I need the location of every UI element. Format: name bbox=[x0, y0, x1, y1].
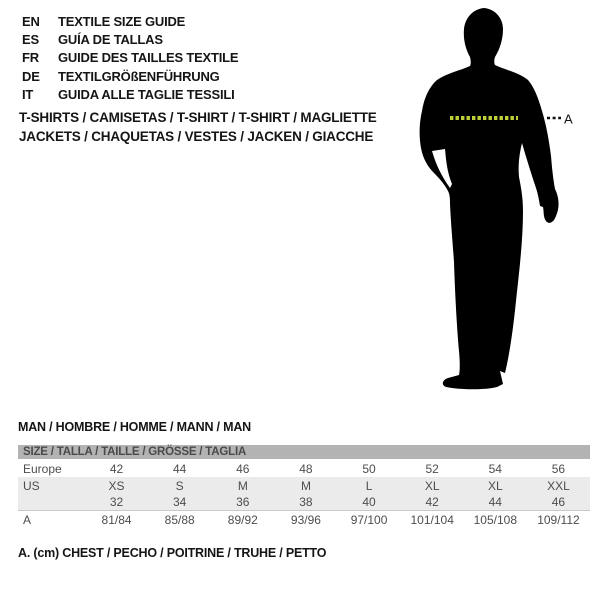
man-silhouette bbox=[420, 8, 559, 389]
size-table-header: SIZE / TALLA / TAILLE / GRÖSSE / TAGLIA bbox=[18, 445, 590, 459]
table-cell: 85/88 bbox=[164, 512, 195, 527]
table-cell: 32 bbox=[109, 495, 124, 509]
footnote-chest-measure: A. (cm) CHEST / PECHO / POITRINE / TRUHE / PETTO bbox=[18, 546, 327, 560]
table-cell: 89/92 bbox=[227, 512, 258, 527]
lang-row-en bbox=[22, 12, 238, 30]
table-cell: 109/112 bbox=[537, 512, 580, 527]
row-label: A bbox=[23, 512, 32, 527]
table-cell: 97/100 bbox=[350, 512, 388, 527]
lang-code: EN bbox=[22, 13, 40, 29]
lang-row-de bbox=[22, 67, 238, 85]
table-cell: 40 bbox=[362, 495, 376, 509]
lang-code: IT bbox=[22, 87, 34, 103]
lang-label: GUÍA DE TALLAS bbox=[58, 32, 163, 48]
table-cell: XXL bbox=[547, 478, 570, 493]
lang-label: TEXTILE SIZE GUIDE bbox=[58, 13, 186, 29]
lang-label: GUIDA ALLE TAGLIE TESSILI bbox=[58, 87, 235, 103]
categories-line-jackets: JACKETS / CHAQUETAS / VESTES / JACKEN / GIACCHE bbox=[19, 129, 374, 144]
table-cell: 46 bbox=[551, 495, 566, 509]
table-cell: 44 bbox=[488, 495, 502, 509]
table-cell: M bbox=[300, 478, 311, 493]
table-cell: 38 bbox=[299, 495, 313, 509]
table-cell: 48 bbox=[299, 461, 313, 476]
garment-categories bbox=[19, 108, 377, 146]
table-cell: 93/96 bbox=[290, 512, 321, 527]
table-cell: 52 bbox=[425, 461, 439, 476]
row-label: Europe bbox=[23, 461, 62, 476]
table-cell: 36 bbox=[236, 495, 250, 509]
table-cell: XL bbox=[487, 478, 503, 493]
lang-row-it bbox=[22, 86, 238, 104]
table-cell: 34 bbox=[173, 495, 187, 509]
measure-label-a: A bbox=[564, 111, 573, 127]
categories-line-tshirts: T-SHIRTS / CAMISETAS / T-SHIRT / T-SHIRT / MAGLIETTE bbox=[19, 110, 377, 125]
table-cell: 105/108 bbox=[473, 512, 517, 527]
table-cell: 56 bbox=[551, 461, 566, 476]
size-row-intl-number bbox=[18, 494, 590, 511]
table-cell: 50 bbox=[362, 461, 376, 476]
table-cell: L bbox=[365, 478, 373, 493]
table-cell: 46 bbox=[236, 461, 250, 476]
size-row-us bbox=[18, 477, 590, 494]
row-label: US bbox=[23, 478, 40, 493]
table-cell: S bbox=[175, 478, 184, 493]
table-cell: 42 bbox=[425, 495, 439, 509]
size-row-chest-cm bbox=[18, 511, 590, 528]
lang-row-es bbox=[22, 30, 238, 48]
table-cell: 101/104 bbox=[410, 512, 454, 527]
size-table bbox=[18, 445, 590, 528]
lang-label: GUIDE DES TAILLES TEXTILE bbox=[58, 50, 239, 66]
table-cell: 54 bbox=[488, 461, 502, 476]
table-cell: 42 bbox=[109, 461, 124, 476]
lang-code: ES bbox=[22, 32, 39, 48]
size-row-europe bbox=[18, 460, 590, 477]
lang-code: FR bbox=[22, 50, 39, 66]
table-cell: M bbox=[237, 478, 248, 493]
lang-code: DE bbox=[22, 68, 40, 84]
language-guide-list bbox=[22, 12, 238, 104]
lang-row-fr bbox=[22, 49, 238, 67]
table-cell: XS bbox=[108, 478, 125, 493]
table-cell: 44 bbox=[173, 461, 187, 476]
table-cell: 81/84 bbox=[101, 512, 132, 527]
man-silhouette-figure bbox=[395, 0, 600, 410]
table-cell: XL bbox=[424, 478, 440, 493]
lang-label: TEXTILGRÖßENFÜHRUNG bbox=[58, 68, 220, 84]
section-title-man: MAN / HOMBRE / HOMME / MANN / MAN bbox=[18, 420, 251, 434]
